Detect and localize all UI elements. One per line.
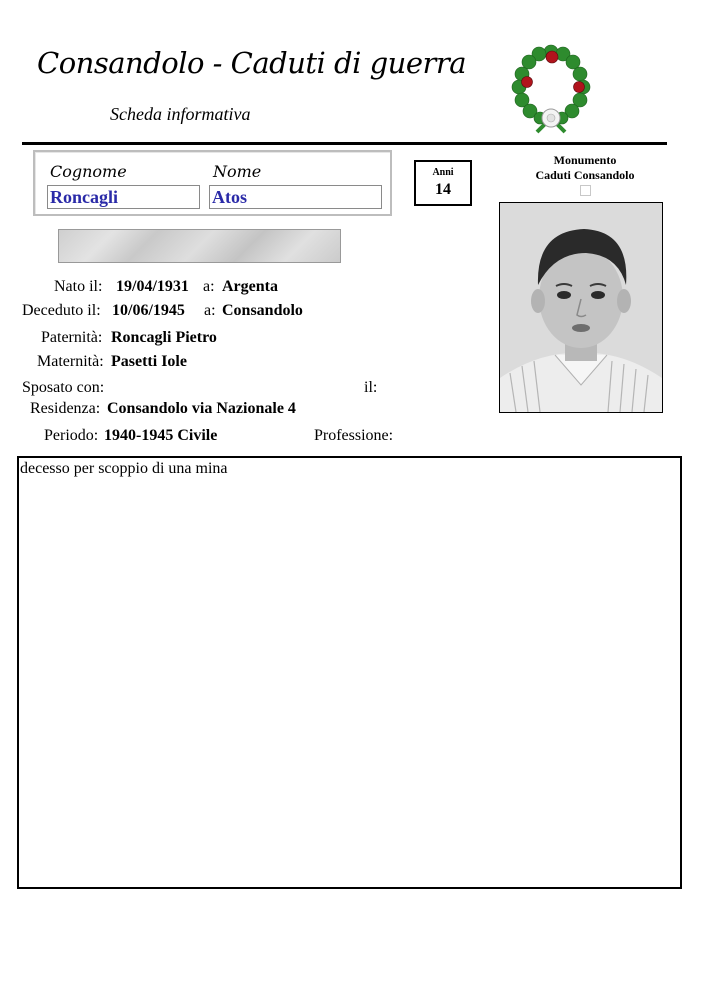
nato-date: 19/04/1931 — [116, 278, 189, 295]
notes-box[interactable] — [17, 456, 682, 889]
nato-a-label: a: — [203, 278, 215, 295]
residenza-label: Residenza: — [30, 400, 101, 417]
periodo-label: Periodo: — [44, 427, 99, 444]
age-box — [414, 160, 472, 206]
nome-label: Nome — [213, 162, 262, 181]
portrait-icon — [500, 203, 662, 412]
age-label: Anni — [432, 167, 454, 178]
cognome-label: Cognome — [50, 162, 127, 181]
deceduto-label: Deceduto il: — [22, 302, 101, 319]
cognome-field[interactable]: Roncagli — [47, 185, 200, 209]
header-divider — [22, 142, 667, 145]
nome-field[interactable]: Atos — [209, 185, 382, 209]
maternita-value: Pasetti Iole — [111, 353, 187, 370]
notes-text: decesso per scoppio di una mina — [20, 460, 228, 477]
nato-label: Nato il: — [54, 278, 103, 295]
paternita-label: Paternità: — [41, 329, 103, 346]
paternita-value: Roncagli Pietro — [111, 329, 217, 346]
monument-checkbox[interactable] — [580, 185, 591, 196]
maternita-label: Maternità: — [37, 353, 104, 370]
page-title: Consandolo - Caduti di guerra — [37, 46, 467, 80]
monument-block — [520, 153, 650, 200]
deceduto-place: Consandolo — [222, 302, 303, 319]
residenza-value: Consandolo via Nazionale 4 — [107, 400, 296, 417]
professione-label: Professione: — [314, 427, 394, 444]
il-label: il: — [364, 379, 378, 396]
memorial-stone-image — [58, 229, 341, 263]
laurel-wreath-icon — [505, 40, 597, 136]
age-value: 14 — [435, 181, 451, 198]
portrait-photo — [499, 202, 663, 413]
page-subtitle: Scheda informativa — [110, 104, 251, 124]
nato-place: Argenta — [222, 278, 278, 295]
periodo-value: 1940-1945 Civile — [104, 427, 218, 444]
deceduto-date: 10/06/1945 — [112, 302, 185, 319]
deceduto-a-label: a: — [204, 302, 216, 319]
sposato-label: Sposato con: — [22, 379, 105, 396]
monument-line2: Caduti Consandolo — [535, 168, 635, 182]
monument-line1: Monumento — [553, 153, 617, 167]
